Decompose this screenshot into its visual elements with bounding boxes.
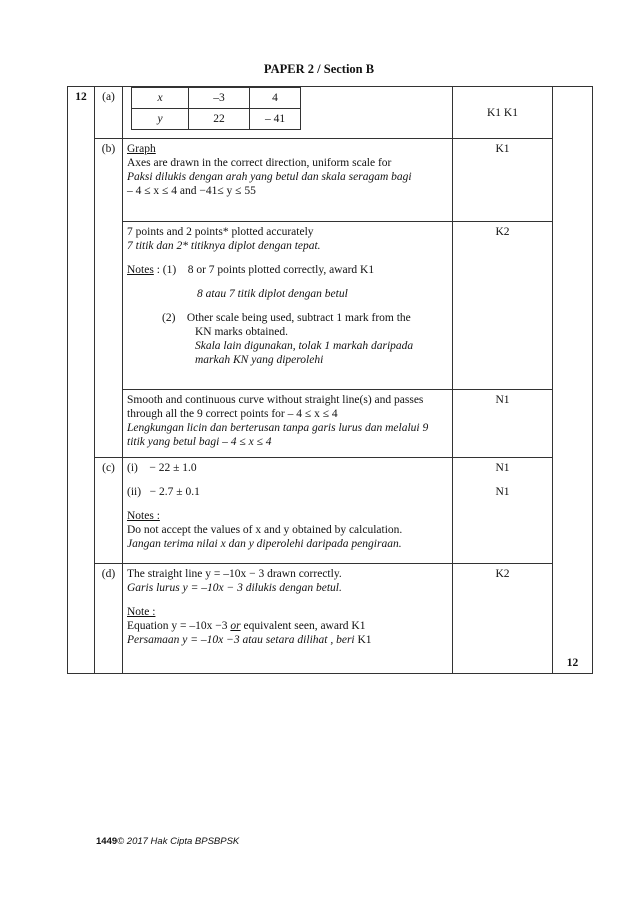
graph-heading: Graph	[127, 143, 156, 155]
part-d-content	[123, 564, 453, 674]
note-2: (2) Other scale being used, subtract 1 mark from the	[162, 312, 411, 324]
x-value-1: –3	[189, 88, 250, 109]
row-part-b-3	[68, 390, 593, 458]
curve-text-malay-2: titik yang betul bagi – 4 ≤ x ≤ 4	[127, 436, 272, 448]
axes-range: – 4 ≤ x ≤ 4 and −41≤ y ≤ 55	[127, 185, 256, 197]
part-b-row2-marks: K2	[453, 222, 553, 390]
row-part-b-2	[68, 222, 593, 390]
equation-malay: Persamaan y = –10x −3 atau setara dilihat , beri K1	[127, 634, 372, 646]
row-part-a	[68, 87, 593, 139]
straight-line-text: The straight line y = –10x − 3 drawn correctly.	[127, 568, 342, 580]
part-c-marks	[453, 458, 553, 564]
part-b-row3	[123, 390, 453, 458]
page-title: PAPER 2 / Section B	[263, 62, 375, 76]
part-b-row1-marks: K1	[453, 139, 553, 222]
part-b-row3-marks: N1	[453, 390, 553, 458]
footer-copyright: © 2017 Hak Cipta BPSBPSK	[117, 836, 240, 847]
equation-line: Equation y = –10x −3 or equivalent seen, award K1	[127, 620, 366, 632]
part-b-label: (b)	[95, 139, 123, 458]
axes-text: Axes are drawn in the correct direction, uniform scale for	[127, 157, 392, 169]
footer-code: 1449	[96, 836, 118, 847]
footer	[96, 836, 239, 847]
part-c-label: (c)	[95, 458, 123, 564]
x-header: x	[132, 88, 189, 109]
part-c-note-malay: Jangan terima nilai x dan y diperolehi daripada pengiraan.	[127, 538, 402, 550]
curve-text-malay-1: Lengkungan licin dan berterusan tanpa garis lurus dan melalui 9	[127, 422, 429, 434]
y-header: y	[132, 109, 189, 130]
part-d-marks: K2	[453, 564, 553, 674]
part-c-note-label: Notes :	[127, 510, 160, 522]
note-1: Notes : (1) 8 or 7 points plotted correctly, award K1	[127, 264, 375, 276]
part-c-content	[123, 458, 453, 564]
part-d-note-label: Note :	[127, 606, 156, 618]
y-value-2: – 41	[250, 109, 301, 130]
total-cell	[553, 87, 593, 674]
total-marks: 12	[566, 657, 579, 669]
axes-text-malay: Paksi dilukis dengan arah yang betul dan skala seragam bagi	[127, 171, 412, 183]
part-b-row1	[123, 139, 453, 222]
row-part-d	[68, 564, 593, 674]
value-table	[131, 87, 301, 130]
x-value-2: 4	[250, 88, 301, 109]
part-c-marks-ii: N1	[495, 486, 510, 498]
part-d-label: (d)	[95, 564, 123, 674]
part-b-row2	[123, 222, 453, 390]
y-value-1: 22	[189, 109, 250, 130]
part-a-marks: K1 K1	[453, 87, 553, 139]
part-a-label: (a)	[95, 87, 123, 139]
row-part-b-1	[68, 139, 593, 222]
part-c-marks-i: N1	[495, 462, 510, 474]
answer-i: (i) − 22 ± 1.0	[127, 462, 197, 474]
curve-text-1: Smooth and continuous curve without straight line(s) and passes	[127, 394, 424, 406]
curve-text-2: through all the 9 correct points for – 4 ≤ x ≤ 4	[127, 408, 338, 420]
note-2-malay-2: markah KN yang diperolehi	[195, 354, 324, 366]
row-part-c	[68, 458, 593, 564]
note-2-malay-1: Skala lain digunakan, tolak 1 markah daripada	[195, 340, 414, 352]
points-text-malay: 7 titik dan 2* titiknya diplot dengan tepat.	[127, 240, 321, 252]
points-text: 7 points and 2 points* plotted accurately	[127, 226, 314, 238]
note-2-line2: KN marks obtained.	[195, 326, 288, 338]
part-c-note-1: Do not accept the values of x and y obtained by calculation.	[127, 524, 403, 536]
part-a-content	[123, 87, 453, 139]
note-1-malay: 8 atau 7 titik diplot dengan betul	[197, 288, 348, 300]
question-number: 12	[68, 87, 95, 674]
marking-scheme-table	[67, 86, 593, 674]
straight-line-malay: Garis lurus y = –10x − 3 dilukis dengan betul.	[127, 582, 342, 594]
answer-ii: (ii) − 2.7 ± 0.1	[127, 486, 200, 498]
